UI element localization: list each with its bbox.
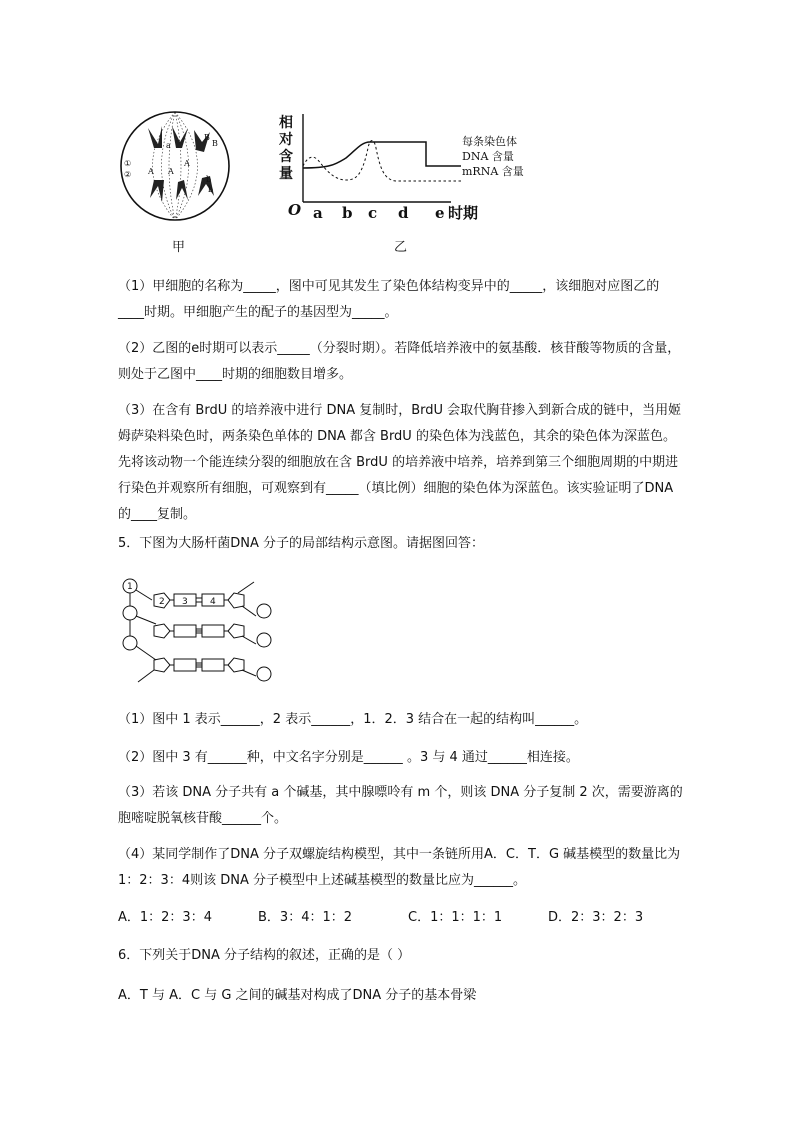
y-label-char-2: 对 <box>279 132 293 148</box>
option-a: A．1：2：3：4 <box>118 910 212 925</box>
caption-yi: 乙 <box>394 240 408 255</box>
q4-part-1: （1）甲细胞的名称为_____，图中可见其发生了染色体结构变异中的_____，该细胞对应图乙的____时期。甲细胞产生的配子的基因型为_____。 <box>118 279 660 320</box>
q5-part-3: （3）若该 DNA 分子共有 a 个碱基，其中腺嘌呤有 m 个，则该 DNA 分子复制 2 次，需要游离的胞嘧啶脱氧核苷酸______个。 <box>118 785 683 826</box>
legend-line-2: DNA 含量 <box>462 150 514 163</box>
cell-label-a: a <box>166 141 171 150</box>
x-tick-e: e <box>435 204 445 222</box>
y-label-char-4: 量 <box>279 166 293 182</box>
struct-label-4: 4 <box>210 597 216 607</box>
q5-options <box>118 906 643 925</box>
caption-jia: 甲 <box>172 240 186 255</box>
q5-title: 5．下图为大肠杆菌DNA 分子的局部结构示意图。请据图回答： <box>118 536 485 551</box>
origin-label: O <box>288 201 302 219</box>
option-c: C．1：1：1：1 <box>408 910 503 925</box>
dna-content-curve <box>303 142 461 168</box>
cell-label-B1: B <box>204 133 210 142</box>
cell-label-A2: A <box>184 159 190 168</box>
dna-structure-figure <box>118 576 278 688</box>
q5-part-4: （4）某同学制作了DNA 分子双螺旋结构模型，其中一条链所用A．C．T．G 碱基模型的数量比为 1：2：3：4则该 DNA 分子模型中上述碱基模型的数量比应为______。 <box>118 847 681 888</box>
x-tick-d: d <box>398 204 409 222</box>
q4-part-2: （2）乙图的e时期可以表示_____（分裂时期）。若降低培养液中的氨基酸．核苷酸等物质的含量，则处于乙图中____时期的细胞数目增多。 <box>118 341 681 382</box>
cell-label-B2: B <box>212 139 218 148</box>
q6-title: 6．下列关于DNA 分子结构的叙述，正确的是（ ） <box>118 948 411 963</box>
cell-division-figure <box>118 104 240 232</box>
q4-part-3: （3）在含有 BrdU 的培养液中进行 DNA 复制时，BrdU 会取代胸苷掺入到新合成的链中，当用姬姆萨染料染色时，两条染色单体的 DNA 都含 BrdU 的染色体为浅蓝色，其余的染色体为深蓝色。先将该动物一个能连续分裂的细胞放在含 BrdU 的培养液中培养，培养到第三个细胞周期的中期进行染色并观察所有细胞，可观察到有_____（填比例）细胞的染色体为深蓝色。该实验证明了DNA 的____复制。 <box>118 403 682 522</box>
content-graph <box>276 112 546 224</box>
x-tick-c: c <box>368 204 378 222</box>
y-label-char-3: 含 <box>279 149 293 165</box>
cell-label-2: ② <box>124 170 132 179</box>
q5-part-1: （1）图中 1 表示______，2 表示______，1．2．3 结合在一起的结构叫______。 <box>118 712 588 727</box>
legend-line-1: 每条染色体 <box>462 135 517 148</box>
x-tick-b: b <box>342 204 353 222</box>
q5-part-2: （2）图中 3 有______种，中文名字分别是______ 。3 与 4 通过______相连接。 <box>118 750 579 765</box>
mrna-content-curve <box>303 141 461 182</box>
cell-label-A1: A <box>148 167 154 176</box>
q6-option-a: A．T 与 A．C 与 G 之间的碱基对构成了DNA 分子的基本骨梁 <box>118 988 477 1003</box>
option-b: B．3：4：1：2 <box>258 910 353 925</box>
struct-label-1: 1 <box>127 582 133 592</box>
x-axis-label: 时期 <box>448 204 479 222</box>
option-d: D．2：3：2：3 <box>548 910 644 925</box>
struct-label-2: 2 <box>159 597 165 607</box>
cell-label-A3: A <box>168 167 174 176</box>
x-tick-a: a <box>313 204 323 222</box>
struct-label-3: 3 <box>182 597 188 607</box>
y-label-char-1: 相 <box>279 115 293 131</box>
cell-label-b2: b <box>208 185 214 194</box>
legend-line-3: mRNA 含量 <box>462 165 524 178</box>
cell-label-b1: b <box>206 175 212 184</box>
cell-label-1: ① <box>124 159 132 168</box>
